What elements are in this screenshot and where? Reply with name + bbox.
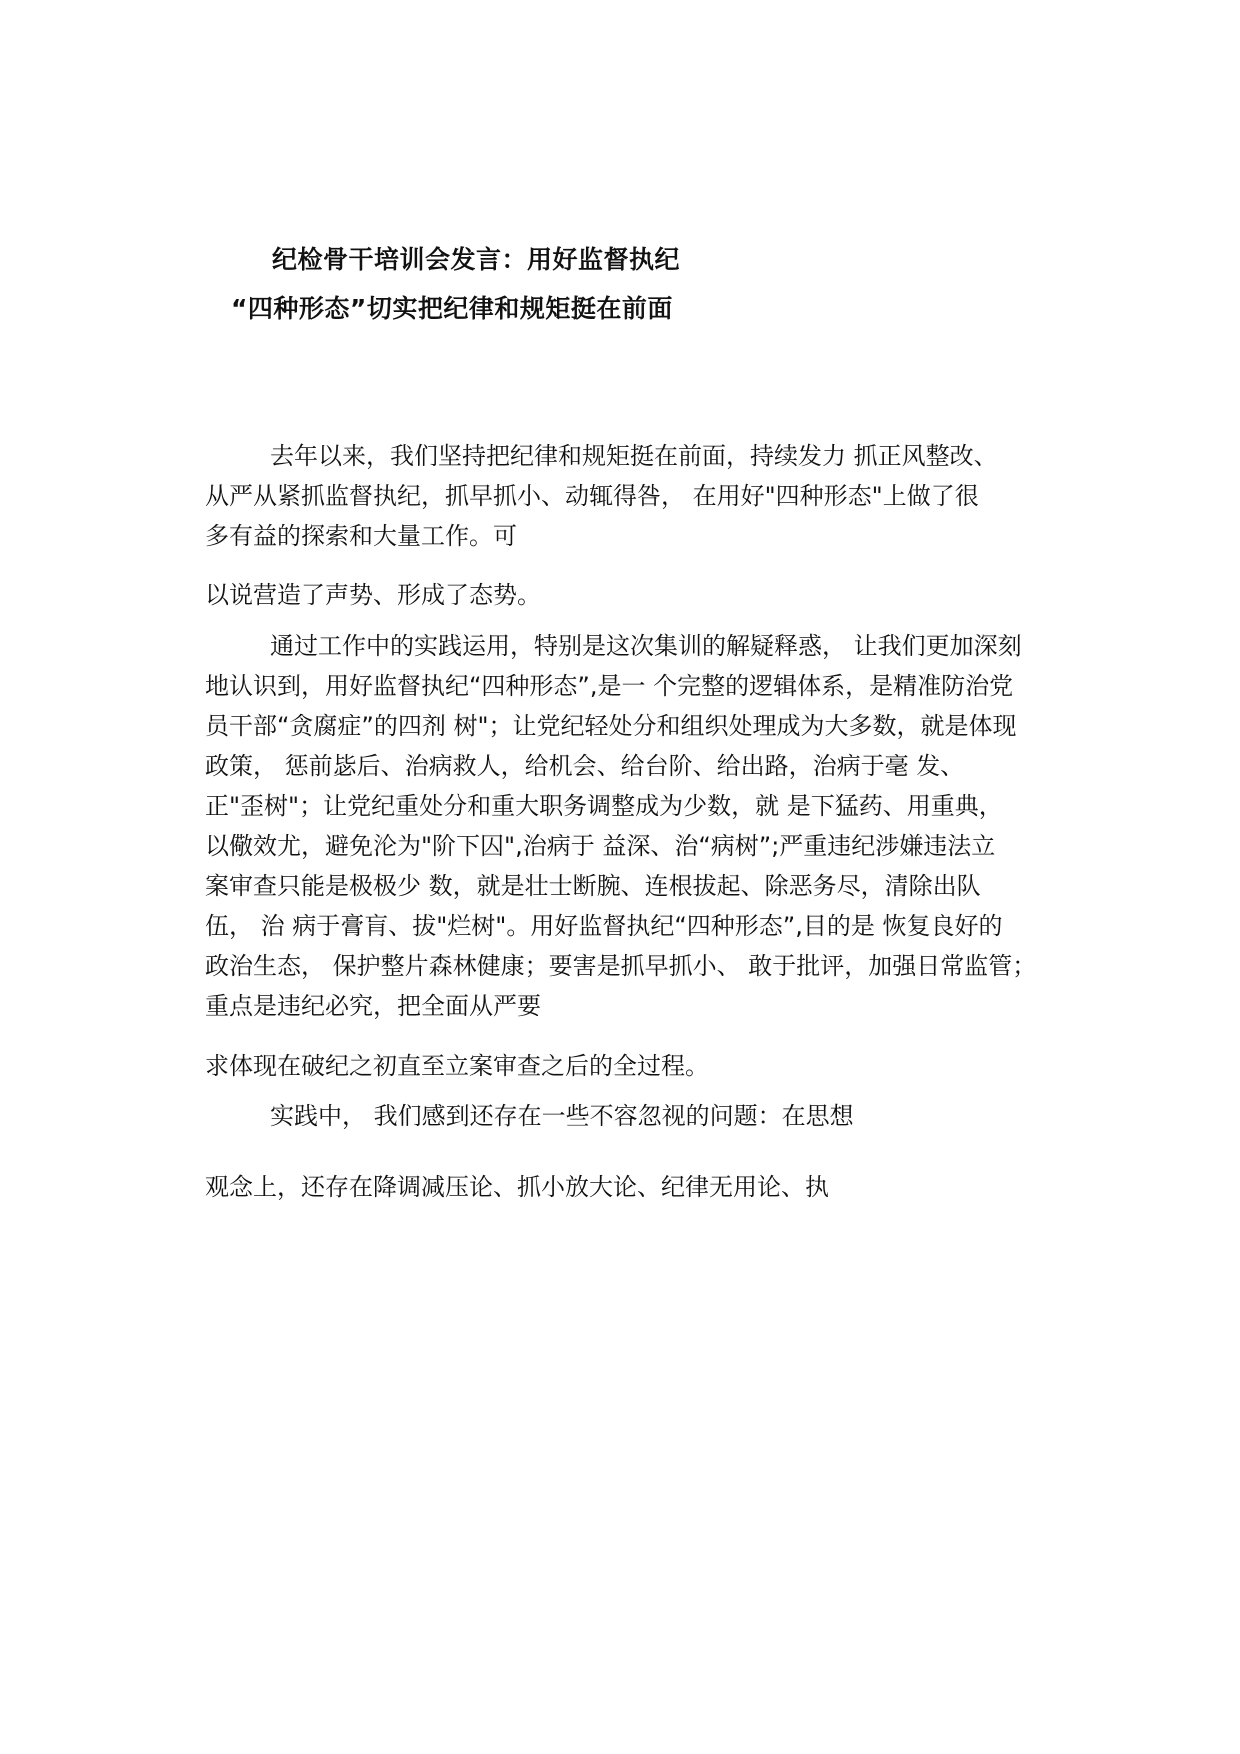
paragraph-line: 正"歪树"；让党纪重处分和重大职务调整成为少数，就 是下猛药、用重典， (205, 792, 1003, 820)
paragraph-line: 以儆效尤，避免沦为"阶下囚",治病于 益深、治“病树”;严重违纪涉嫌违法立 (205, 832, 996, 860)
paragraph-line: 政策， 惩前毖后、治病救人，给机会、给台阶、给出路，治病于毫 发、 (205, 752, 965, 780)
paragraph-line: 地认识到，用好监督执纪“四种形态”,是一 个完整的逻辑体系，是精准防治党 (205, 672, 1014, 700)
paragraph-line: 伍， 治 病于膏肓、拔"烂树"。用好监督执纪“四种形态”,目的是 恢复良好的 (205, 912, 1003, 940)
document-title-line-1: 纪检骨干培训会发言：用好监督执纪 (272, 245, 681, 274)
paragraph-line: 实践中， 我们感到还存在一些不容忽视的问题：在思想 (270, 1102, 854, 1130)
paragraph-line: 观念上，还存在降调减压论、抓小放大论、纪律无用论、执 (205, 1173, 829, 1201)
paragraph-line: 员干部“贪腐症”的四剂 树"；让党纪轻处分和组织处理成为大多数，就是体现 (205, 712, 1017, 740)
paragraph-line: 政治生态， 保护整片森林健康；要害是抓早抓小、 敢于批评，加强日常监管； (205, 952, 1037, 980)
paragraph-line: 多有益的探索和大量工作。可 (205, 522, 517, 550)
paragraph-line: 去年以来，我们坚持把纪律和规矩挺在前面，持续发力 抓正风整改、 (270, 442, 998, 470)
paragraph-line: 从严从紧抓监督执纪，抓早抓小、动辄得咎， 在用好"四种形态"上做了很 (205, 482, 979, 510)
paragraph-line: 重点是违纪必究，把全面从严要 (205, 992, 541, 1020)
paragraph-line: 案审查只能是极极少 数，就是壮士断腕、连根拔起、除恶务尽，清除出队 (205, 872, 981, 900)
paragraph-line: 通过工作中的实践运用，特别是这次集训的解疑释惑， 让我们更加深刻 (270, 632, 1022, 660)
document-title-line-2: “四种形态”切实把纪律和规矩挺在前面 (231, 294, 673, 323)
paragraph-line: 求体现在破纪之初直至立案审查之后的全过程。 (205, 1052, 709, 1080)
paragraph-line: 以说营造了声势、形成了态势。 (205, 581, 541, 609)
